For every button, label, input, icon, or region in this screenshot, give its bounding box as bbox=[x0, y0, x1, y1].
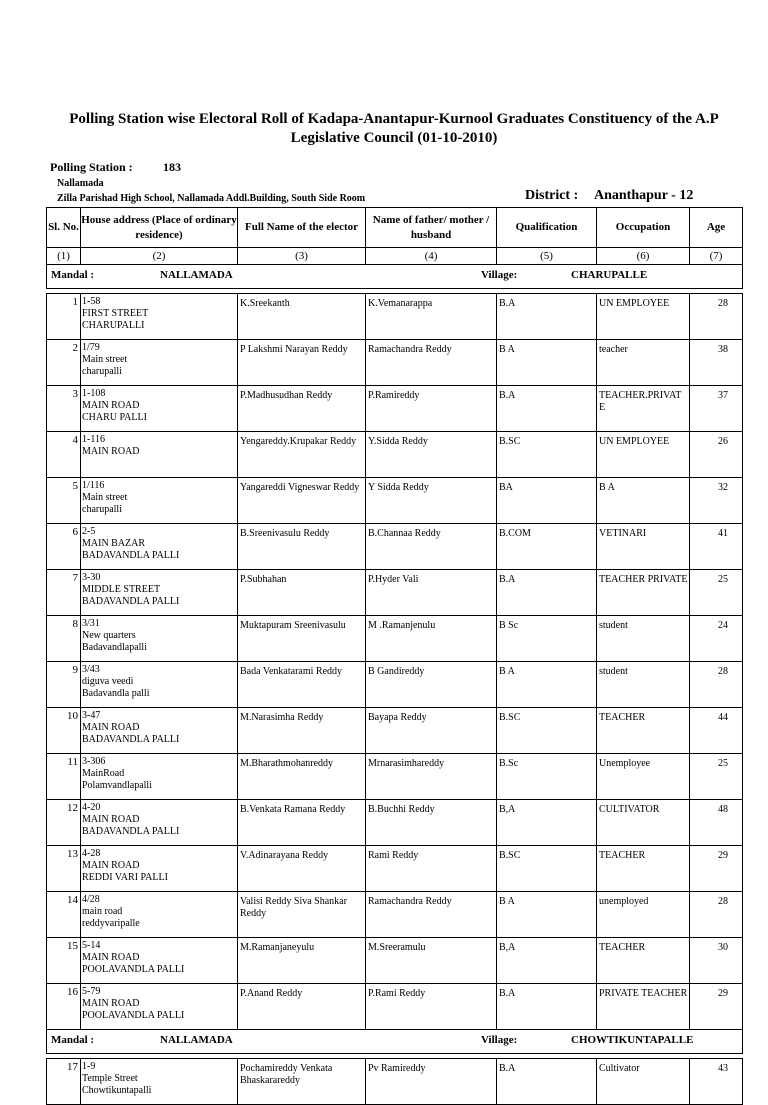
house-address bbox=[81, 386, 238, 432]
mandal-label: Mandal : bbox=[51, 269, 95, 281]
qualification: B.A bbox=[497, 1059, 597, 1105]
relative-name: K.Vemanarappa bbox=[366, 294, 497, 340]
col-number: (3) bbox=[238, 248, 366, 265]
elector-name: B.Venkata Ramana Reddy bbox=[238, 800, 366, 846]
polling-station-building: Zilla Parishad High School, Nallamada Addl.Building, South Side Room bbox=[57, 193, 366, 204]
col-occupation-header: Occupation bbox=[597, 208, 690, 248]
address-line: CHARUPALLI bbox=[82, 320, 145, 331]
qualification: B.SC bbox=[497, 432, 597, 478]
relative-name: Y.Sidda Reddy bbox=[366, 432, 497, 478]
elector-name: M.Ramanjaneyulu bbox=[238, 938, 366, 984]
address-line: Main street bbox=[82, 492, 128, 503]
age: 44 bbox=[690, 708, 743, 754]
house-address bbox=[81, 478, 238, 524]
address-line: MAIN ROAD bbox=[82, 446, 140, 457]
address-line: MIDDLE STREET bbox=[82, 584, 161, 595]
mandal-name: NALLAMADA bbox=[160, 1034, 233, 1046]
house-address bbox=[81, 662, 238, 708]
qualification: B,A bbox=[497, 800, 597, 846]
house-address bbox=[81, 432, 238, 478]
relative-name: Pv Ramireddy bbox=[366, 1059, 497, 1105]
village-label: Village: bbox=[481, 1034, 518, 1046]
address-line: POOLAVANDLA PALLI bbox=[82, 1010, 185, 1021]
address-line: 5-79 bbox=[82, 986, 101, 997]
table-row bbox=[47, 340, 743, 386]
qualification: B.A bbox=[497, 294, 597, 340]
elector-name: Valisi Reddy Siva Shankar Reddy bbox=[238, 892, 366, 938]
house-address bbox=[81, 340, 238, 386]
relative-name: P.Hyder Vali bbox=[366, 570, 497, 616]
serial-number: 15 bbox=[47, 938, 81, 984]
elector-name: K.Sreekanth bbox=[238, 294, 366, 340]
table-row bbox=[47, 294, 743, 340]
address-line: Polamvandlapalli bbox=[82, 780, 152, 791]
col-age-header: Age bbox=[690, 208, 743, 248]
age: 28 bbox=[690, 294, 743, 340]
occupation: TEACHER bbox=[597, 708, 690, 754]
table-row bbox=[47, 386, 743, 432]
age: 41 bbox=[690, 524, 743, 570]
polling-station-place: Nallamada bbox=[57, 178, 104, 189]
address-line: reddyvaripalle bbox=[82, 918, 140, 929]
serial-number: 14 bbox=[47, 892, 81, 938]
title-line-1: Polling Station wise Electoral Roll of Kadapa-Anantapur-Kurnool Graduates Constituency of the A.P bbox=[69, 111, 719, 127]
address-line: MAIN ROAD bbox=[82, 400, 140, 411]
relative-name: P.Rami Reddy bbox=[366, 984, 497, 1030]
elector-name: P.Madhusudhan Reddy bbox=[238, 386, 366, 432]
age: 26 bbox=[690, 432, 743, 478]
district-value: Ananthapur - 12 bbox=[594, 188, 694, 203]
elector-name: M.Narasimha Reddy bbox=[238, 708, 366, 754]
occupation: teacher bbox=[597, 340, 690, 386]
serial-number: 8 bbox=[47, 616, 81, 662]
village-name: CHOWTIKUNTAPALLE bbox=[571, 1034, 694, 1046]
occupation: VETINARI bbox=[597, 524, 690, 570]
serial-number: 2 bbox=[47, 340, 81, 386]
address-line: diguva veedi bbox=[82, 676, 134, 687]
col-father-header: Name of father/ mother / husband bbox=[366, 208, 497, 248]
house-address bbox=[81, 1059, 238, 1105]
col-address-header: House address (Place of ordinary residence) bbox=[81, 208, 238, 248]
occupation: Unemployee bbox=[597, 754, 690, 800]
occupation: TEACHER PRIVATE bbox=[597, 570, 690, 616]
relative-name: B.Channaa Reddy bbox=[366, 524, 497, 570]
occupation: student bbox=[597, 662, 690, 708]
occupation: UN EMPLOYEE bbox=[597, 432, 690, 478]
occupation: TEACHER bbox=[597, 938, 690, 984]
address-line: 5-14 bbox=[82, 940, 101, 951]
mandal-village-cell bbox=[47, 1030, 743, 1054]
table-row bbox=[47, 800, 743, 846]
occupation: unemployed bbox=[597, 892, 690, 938]
address-line: charupalli bbox=[82, 504, 122, 515]
address-line: BADAVANDLA PALLI bbox=[82, 734, 180, 745]
serial-number: 11 bbox=[47, 754, 81, 800]
age: 32 bbox=[690, 478, 743, 524]
table-row bbox=[47, 478, 743, 524]
address-line: MAIN BAZAR bbox=[82, 538, 146, 549]
qualification: B.A bbox=[497, 386, 597, 432]
elector-name: Bada Venkatarami Reddy bbox=[238, 662, 366, 708]
col-number: (1) bbox=[47, 248, 81, 265]
relative-name: P.Ramireddy bbox=[366, 386, 497, 432]
serial-number: 6 bbox=[47, 524, 81, 570]
serial-number: 7 bbox=[47, 570, 81, 616]
village-label: Village: bbox=[481, 269, 518, 281]
address-line: 3-47 bbox=[82, 710, 101, 721]
mandal-label: Mandal : bbox=[51, 1034, 95, 1046]
col-qualification-header: Qualification bbox=[497, 208, 597, 248]
address-line: BADAVANDLA PALLI bbox=[82, 826, 180, 837]
address-line: MainRoad bbox=[82, 768, 125, 779]
age: 43 bbox=[690, 1059, 743, 1105]
house-address bbox=[81, 892, 238, 938]
relative-name: Bayapa Reddy bbox=[366, 708, 497, 754]
age: 37 bbox=[690, 386, 743, 432]
house-address bbox=[81, 938, 238, 984]
column-header-row bbox=[47, 208, 743, 248]
table-row bbox=[47, 524, 743, 570]
elector-name: Pochamireddy Venkata Bhaskarareddy bbox=[238, 1059, 366, 1105]
elector-name: P.Subhahan bbox=[238, 570, 366, 616]
address-line: 3/43 bbox=[82, 664, 100, 675]
qualification: B A bbox=[497, 340, 597, 386]
elector-name: Yengareddy.Krupakar Reddy bbox=[238, 432, 366, 478]
address-line: 1-108 bbox=[82, 388, 106, 399]
mandal-village-row bbox=[47, 265, 743, 289]
relative-name: Rami Reddy bbox=[366, 846, 497, 892]
address-line: MAIN ROAD bbox=[82, 860, 140, 871]
village-name: CHARUPALLE bbox=[571, 269, 648, 281]
address-line: Badavandla palli bbox=[82, 688, 150, 699]
qualification: B.SC bbox=[497, 846, 597, 892]
table-row bbox=[47, 570, 743, 616]
address-line: POOLAVANDLA PALLI bbox=[82, 964, 185, 975]
relative-name: Ramachandra Reddy bbox=[366, 340, 497, 386]
table-row bbox=[47, 616, 743, 662]
address-line: 4-20 bbox=[82, 802, 101, 813]
address-line: New quarters bbox=[82, 630, 136, 641]
house-address bbox=[81, 708, 238, 754]
address-line: 2-5 bbox=[82, 526, 96, 537]
table-row bbox=[47, 846, 743, 892]
serial-number: 9 bbox=[47, 662, 81, 708]
elector-name: Yangareddi Vigneswar Reddy bbox=[238, 478, 366, 524]
address-line: BADAVANDLA PALLI bbox=[82, 596, 180, 607]
occupation: B A bbox=[597, 478, 690, 524]
elector-name: M.Bharathmohanreddy bbox=[238, 754, 366, 800]
address-line: 1-116 bbox=[82, 434, 105, 445]
address-line: 1/79 bbox=[82, 342, 100, 353]
house-address bbox=[81, 570, 238, 616]
house-address bbox=[81, 294, 238, 340]
qualification: B.COM bbox=[497, 524, 597, 570]
table-row bbox=[47, 754, 743, 800]
occupation: TEACHER.PRIVAT E bbox=[597, 386, 690, 432]
relative-name: M.Sreeramulu bbox=[366, 938, 497, 984]
serial-number: 10 bbox=[47, 708, 81, 754]
col-number: (4) bbox=[366, 248, 497, 265]
relative-name: B Gandireddy bbox=[366, 662, 497, 708]
relative-name: B.Buchhi Reddy bbox=[366, 800, 497, 846]
address-line: MAIN ROAD bbox=[82, 722, 140, 733]
qualification: B A bbox=[497, 892, 597, 938]
table-row bbox=[47, 662, 743, 708]
table-row bbox=[47, 432, 743, 478]
age: 29 bbox=[690, 846, 743, 892]
occupation: CULTIVATOR bbox=[597, 800, 690, 846]
address-line: main road bbox=[82, 906, 123, 917]
col-name-header: Full Name of the elector bbox=[238, 208, 366, 248]
occupation: UN EMPLOYEE bbox=[597, 294, 690, 340]
qualification: B Sc bbox=[497, 616, 597, 662]
mandal-village-cell bbox=[47, 265, 743, 289]
roll-body bbox=[47, 265, 743, 1105]
relative-name: Mrnarasimhareddy bbox=[366, 754, 497, 800]
address-line: 4-28 bbox=[82, 848, 101, 859]
age: 29 bbox=[690, 984, 743, 1030]
qualification: B A bbox=[497, 662, 597, 708]
house-address bbox=[81, 846, 238, 892]
address-line: Chowtikuntapalli bbox=[82, 1085, 152, 1096]
address-line: charupalli bbox=[82, 366, 122, 377]
relative-name: M .Ramanjenulu bbox=[366, 616, 497, 662]
occupation: Cultivator bbox=[597, 1059, 690, 1105]
address-line: Temple Street bbox=[82, 1073, 138, 1084]
serial-number: 17 bbox=[47, 1059, 81, 1105]
occupation: PRIVATE TEACHER bbox=[597, 984, 690, 1030]
district bbox=[525, 188, 694, 204]
address-line: Main street bbox=[82, 354, 128, 365]
age: 28 bbox=[690, 892, 743, 938]
mandal-village-row bbox=[47, 1030, 743, 1054]
qualification: B.SC bbox=[497, 708, 597, 754]
age: 38 bbox=[690, 340, 743, 386]
address-line: Badavandlapalli bbox=[82, 642, 147, 653]
age: 48 bbox=[690, 800, 743, 846]
col-number: (7) bbox=[690, 248, 743, 265]
elector-name: V.Adinarayana Reddy bbox=[238, 846, 366, 892]
house-address bbox=[81, 524, 238, 570]
col-number: (5) bbox=[497, 248, 597, 265]
age: 25 bbox=[690, 570, 743, 616]
table-row bbox=[47, 1059, 743, 1105]
relative-name: Y Sidda Reddy bbox=[366, 478, 497, 524]
address-line: BADAVANDLA PALLI bbox=[82, 550, 180, 561]
address-line: 3-30 bbox=[82, 572, 101, 583]
qualification: BA bbox=[497, 478, 597, 524]
elector-name: P Lakshmi Narayan Reddy bbox=[238, 340, 366, 386]
electoral-roll-table bbox=[46, 207, 743, 1105]
address-line: REDDI VARI PALLI bbox=[82, 872, 168, 883]
elector-name: Muktapuram Sreenivasulu bbox=[238, 616, 366, 662]
address-line: MAIN ROAD bbox=[82, 998, 140, 1009]
table-row bbox=[47, 938, 743, 984]
serial-number: 4 bbox=[47, 432, 81, 478]
col-number: (2) bbox=[81, 248, 238, 265]
table-row bbox=[47, 892, 743, 938]
qualification: B.A bbox=[497, 984, 597, 1030]
house-address bbox=[81, 754, 238, 800]
serial-number: 12 bbox=[47, 800, 81, 846]
address-line: MAIN ROAD bbox=[82, 814, 140, 825]
document-title bbox=[40, 110, 748, 148]
polling-station-number: 183 bbox=[163, 160, 181, 174]
address-line: 4/28 bbox=[82, 894, 100, 905]
address-line: CHARU PALLI bbox=[82, 412, 147, 423]
address-line: 3/31 bbox=[82, 618, 100, 629]
col-sl-header: Sl. No. bbox=[47, 208, 81, 248]
serial-number: 13 bbox=[47, 846, 81, 892]
qualification: B.Sc bbox=[497, 754, 597, 800]
serial-number: 3 bbox=[47, 386, 81, 432]
address-line: 1-9 bbox=[82, 1061, 96, 1072]
column-number-row bbox=[47, 248, 743, 265]
col-number: (6) bbox=[597, 248, 690, 265]
age: 25 bbox=[690, 754, 743, 800]
qualification: B,A bbox=[497, 938, 597, 984]
house-address bbox=[81, 984, 238, 1030]
address-line: 1/116 bbox=[82, 480, 105, 491]
elector-name: P.Anand Reddy bbox=[238, 984, 366, 1030]
occupation: student bbox=[597, 616, 690, 662]
elector-name: B.Sreenivasulu Reddy bbox=[238, 524, 366, 570]
house-address bbox=[81, 616, 238, 662]
title-line-2: Legislative Council (01-10-2010) bbox=[290, 130, 498, 146]
relative-name: Ramachandra Reddy bbox=[366, 892, 497, 938]
address-line: MAIN ROAD bbox=[82, 952, 140, 963]
occupation: TEACHER bbox=[597, 846, 690, 892]
address-line: 3-306 bbox=[82, 756, 106, 767]
age: 30 bbox=[690, 938, 743, 984]
address-line: 1-58 bbox=[82, 296, 101, 307]
table-row bbox=[47, 984, 743, 1030]
mandal-name: NALLAMADA bbox=[160, 269, 233, 281]
house-address bbox=[81, 800, 238, 846]
serial-number: 1 bbox=[47, 294, 81, 340]
table-row bbox=[47, 708, 743, 754]
address-line: FIRST STREET bbox=[82, 308, 149, 319]
serial-number: 5 bbox=[47, 478, 81, 524]
district-label: District : bbox=[525, 188, 579, 203]
polling-station-label: Polling Station : bbox=[50, 160, 133, 174]
serial-number: 16 bbox=[47, 984, 81, 1030]
age: 28 bbox=[690, 662, 743, 708]
age: 24 bbox=[690, 616, 743, 662]
qualification: B.A bbox=[497, 570, 597, 616]
